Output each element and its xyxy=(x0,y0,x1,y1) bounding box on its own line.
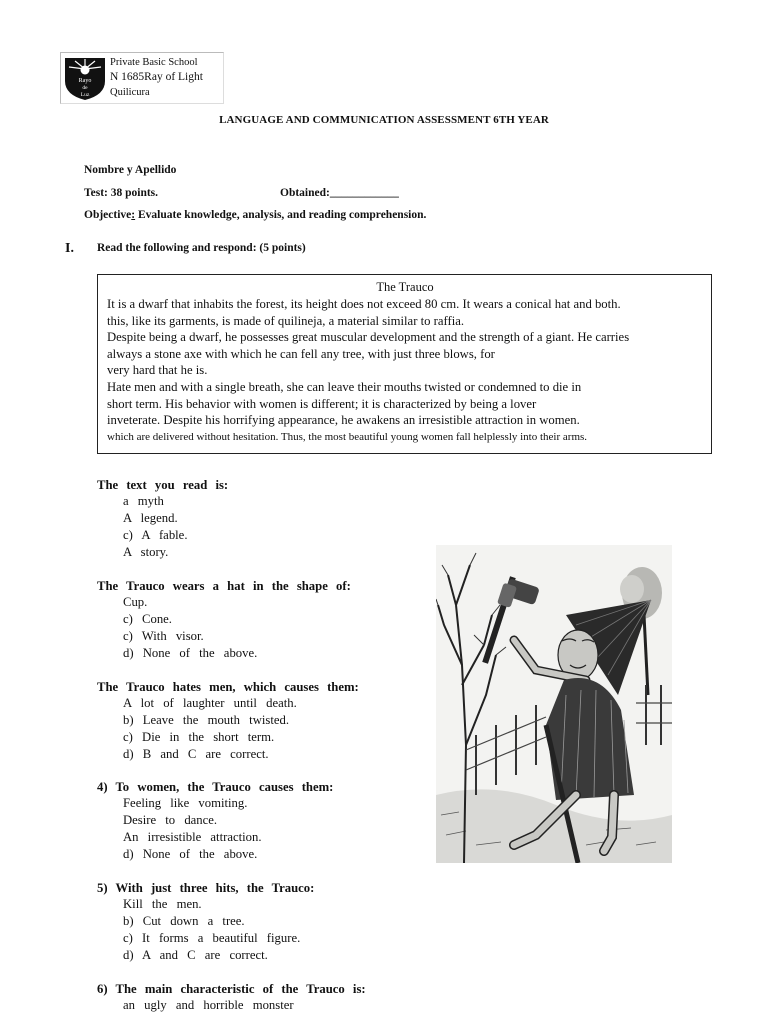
answer-option[interactable]: Cup. xyxy=(123,595,148,609)
question-6 xyxy=(97,981,366,1014)
answer-option[interactable]: c) A fable. xyxy=(123,528,188,542)
objective-text: Evaluate knowledge, analysis, and reading comprehension. xyxy=(135,209,427,221)
section-instruction: Read the following and respond: (5 points) xyxy=(97,242,306,254)
objective-label: Objective xyxy=(84,209,132,221)
objective-line xyxy=(84,209,426,221)
answer-option[interactable]: A story. xyxy=(123,545,169,559)
reading-line: this, like its garments, is made of quilineja, a material similar to raffia. xyxy=(107,313,465,328)
reading-title: The Trauco xyxy=(376,280,434,294)
section-number: I. xyxy=(65,241,74,256)
question-4 xyxy=(97,779,333,863)
answer-option[interactable]: b) Leave the mouth twisted. xyxy=(123,713,289,727)
crest-text-2: de xyxy=(82,85,88,91)
question-prompt: The Trauco wears a hat in the shape of: xyxy=(97,579,351,593)
answer-option[interactable]: an ugly and horrible monster xyxy=(123,998,294,1012)
answer-option[interactable]: A legend. xyxy=(123,511,178,525)
obtained-points-field[interactable]: Obtained:____________ xyxy=(280,187,399,199)
answer-option[interactable]: d) B and C are correct. xyxy=(123,747,269,761)
reading-line: always a stone axe with which he can fell any tree, with just three blows, for xyxy=(107,346,495,361)
objective-colon: : xyxy=(131,209,136,221)
answer-option[interactable]: d) A and C are correct. xyxy=(123,948,268,962)
school-info xyxy=(110,55,203,100)
question-1 xyxy=(97,477,228,561)
reading-line: Despite being a dwarf, he possesses great muscular development and the strength of a giant. He carries xyxy=(107,330,630,345)
answer-option[interactable]: An irresistible attraction. xyxy=(123,830,262,844)
reading-line: Hate men and with a single breath, she can leave their mouths twisted or condemned to die in xyxy=(107,379,582,394)
reading-line: which are delivered without hesitation. Thus, the most beautiful young women fall helplessly into their arms. xyxy=(107,430,588,443)
answer-option[interactable]: Desire to dance. xyxy=(123,813,218,827)
school-number-name: N 1685Ray of Light xyxy=(110,71,203,83)
school-city: Quilicura xyxy=(110,87,150,98)
question-prompt: 6) The main characteristic of the Trauco is: xyxy=(97,982,366,996)
crest-text-3: Luz xyxy=(80,92,90,98)
question-prompt: 4) To women, the Trauco causes them: xyxy=(97,780,334,794)
answer-option[interactable]: c) It forms a beautiful figure. xyxy=(123,931,301,945)
reading-line: very hard that he is. xyxy=(107,363,208,378)
answer-option[interactable]: c) With visor. xyxy=(123,629,204,643)
answer-option[interactable]: Kill the men. xyxy=(123,897,202,911)
reading-line: It is a dwarf that inhabits the forest, its height does not exceed 80 cm. It wears a conical hat and both. xyxy=(107,297,621,311)
answer-option[interactable]: A lot of laughter until death. xyxy=(123,696,297,710)
question-3 xyxy=(97,679,359,763)
page-title: LANGUAGE AND COMMUNICATION ASSESSMENT 6TH YEAR xyxy=(219,114,549,126)
question-5 xyxy=(97,880,314,964)
answer-option[interactable]: b) Cut down a tree. xyxy=(123,914,245,928)
answer-option[interactable]: d) None of the above. xyxy=(123,646,258,660)
name-field-label: Nombre y Apellido xyxy=(84,164,177,176)
question-prompt: The Trauco hates men, which causes them: xyxy=(97,680,359,694)
question-2 xyxy=(97,578,351,662)
school-logo-box xyxy=(60,52,224,104)
answer-option[interactable]: d) None of the above. xyxy=(123,847,258,861)
answer-option[interactable]: a myth xyxy=(123,494,164,508)
crest-text-1: Rayo xyxy=(78,78,92,84)
answer-option[interactable]: c) Cone. xyxy=(123,612,172,626)
trauco-illustration xyxy=(436,545,672,863)
test-points-label: Test: 38 points. xyxy=(84,187,159,199)
question-prompt: 5) With just three hits, the Trauco: xyxy=(97,881,315,895)
reading-line: short term. His behavior with women is different; it is characterized by being a lover xyxy=(107,396,537,411)
school-type: Private Basic School xyxy=(110,57,198,68)
reading-passage-box xyxy=(97,274,712,454)
reading-line: inveterate. Despite his horrifying appearance, he awakens an irresistible attraction in women. xyxy=(107,413,580,428)
question-prompt: The text you read is: xyxy=(97,478,229,492)
school-crest-icon xyxy=(63,55,107,101)
answer-option[interactable]: c) Die in the short term. xyxy=(123,730,275,744)
answer-option[interactable]: Feeling like vomiting. xyxy=(123,796,248,810)
